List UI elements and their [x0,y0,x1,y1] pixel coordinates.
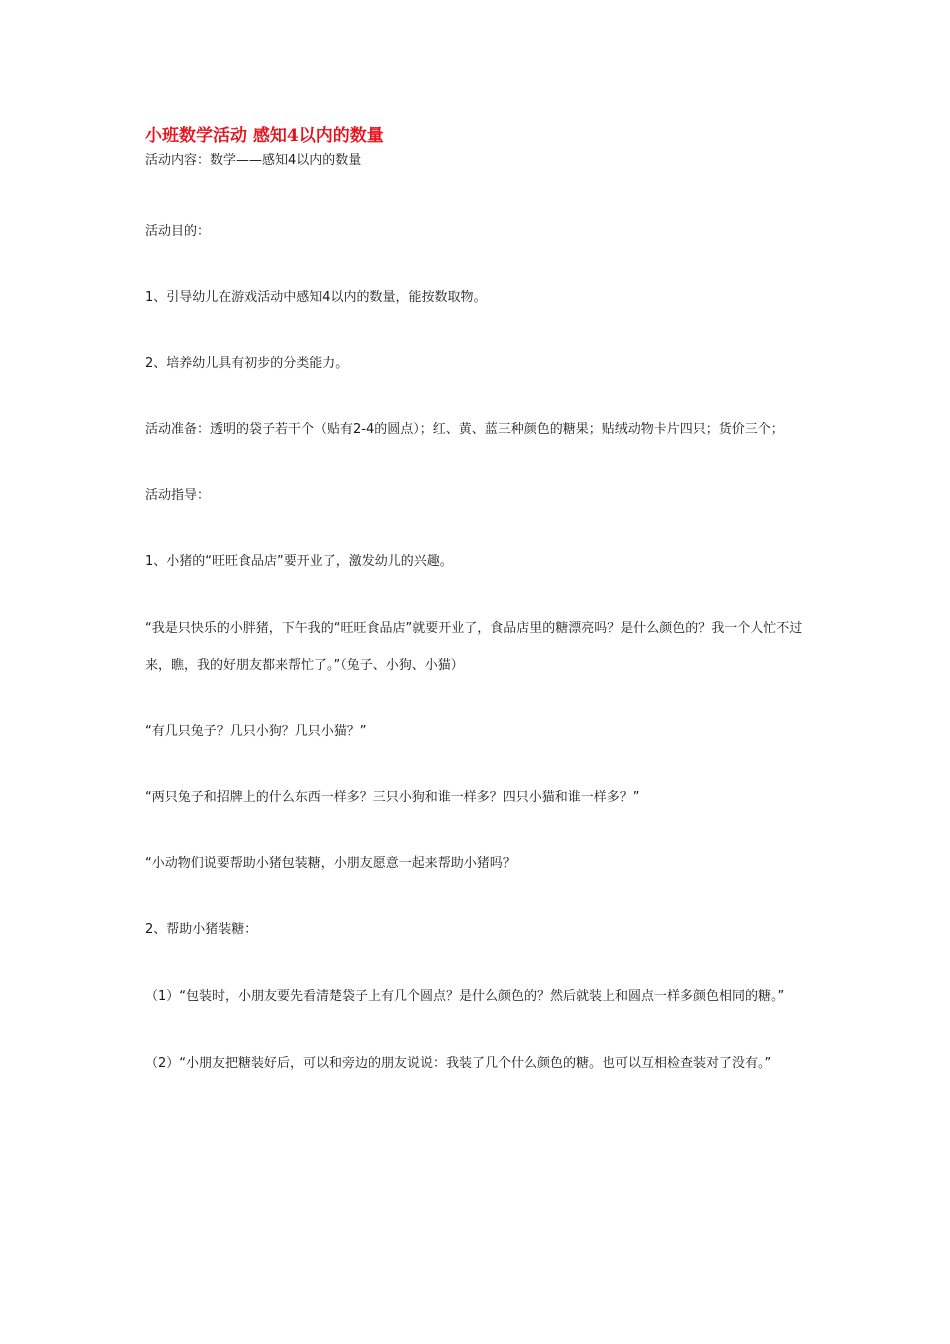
dialogue-question-compare: “两只兔子和招牌上的什么东西一样多？三只小狗和谁一样多？四只小猫和谁一样多？” [145,790,640,805]
step-2-substep-1: （1）“包装时，小朋友要先看清楚袋子上有几个圆点？是什么颜色的？然后就装上和圆点一样多颜色相同的糖。” [145,989,785,1004]
guidance-step-2: 2、帮助小猪装糖： [145,922,258,937]
document-title: 小班数学活动 感知4以内的数量 [145,126,384,146]
step-2-substep-2: （2）“小朋友把糖装好后，可以和旁边的朋友说说：我装了几个什么颜色的糖。也可以互相检查装对了没有。” [145,1056,772,1071]
activity-content-line: 活动内容：数学——感知4以内的数量 [145,153,362,168]
dialogue-intro: “我是只快乐的小胖猪，下午我的“旺旺食品店”就要开业了，食品店里的糖漂亮吗？是什么颜色的？我一个人忙不过来，瞧，我的好朋友都来帮忙了。”（兔子、小狗、小猫） [145,621,803,673]
activity-preparation: 活动准备：透明的袋子若干个（贴有2-4的圆点）；红、黄、蓝三种颜色的糖果；贴绒动物卡片四只；货价三个； [145,422,784,437]
goal-item-1: 1、引导幼儿在游戏活动中感知4以内的数量，能按数取物。 [145,290,487,305]
dialogue-question-count: “有几只兔子？几只小狗？几只小猫？” [145,724,367,739]
guidance-step-1: 1、小猪的“旺旺食品店”要开业了，激发幼儿的兴趣。 [145,554,453,569]
activity-guidance-heading: 活动指导： [145,488,211,503]
dialogue-invite-help: “小动物们说要帮助小猪包装糖，小朋友愿意一起来帮助小猪吗？ [145,856,516,871]
activity-goals-heading: 活动目的： [145,224,211,239]
document-body [145,122,825,1082]
goal-item-2: 2、培养幼儿具有初步的分类能力。 [145,356,349,371]
